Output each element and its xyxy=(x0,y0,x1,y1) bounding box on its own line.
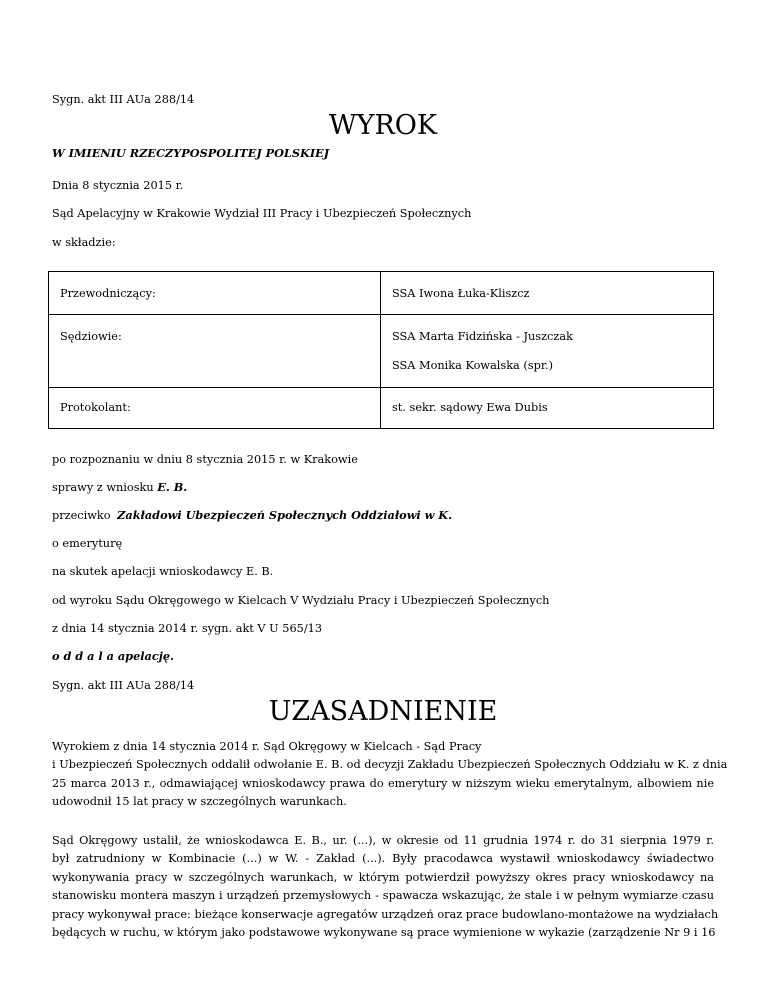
paragraph-line: Wyrokiem z dnia 14 stycznia 2014 r. Sąd Okręgowy w Kielcach - Sąd Pracy xyxy=(52,740,482,753)
justification-paragraph-2 xyxy=(52,832,719,942)
composition-table xyxy=(48,271,714,429)
court-name: Sąd Apelacyjny w Krakowie Wydział III Pracy i Ubezpieczeń Społecznych xyxy=(52,207,472,220)
judge-name: SSA Monika Kowalska (spr.) xyxy=(392,359,553,372)
applicant-line xyxy=(52,480,187,495)
applicant-prefix: sprawy z wniosku xyxy=(52,481,158,494)
paragraph-line: wykonywania pracy w szczególnych warunkach, w którym potwierdził powyższy okres pracy wnioskodawcy na xyxy=(52,870,714,884)
paragraph-line: pracy wykonywał prace: bieżące konserwacje agregatów urządzeń oraz prace budowlano-montażowe na wydziałach xyxy=(52,907,719,921)
judge-name: SSA Iwona Łuka-Kliszcz xyxy=(392,287,530,300)
justification-paragraph-1 xyxy=(52,738,728,812)
justification-case-number: Sygn. akt III AUa 288/14 xyxy=(52,679,195,692)
role-label: Protokolant: xyxy=(60,401,131,414)
appeal-line: na skutek apelacji wnioskodawcy E. B. xyxy=(52,565,274,578)
in-name-line: W IMIENIU RZECZYPOSPOLITEJ POLSKIEJ xyxy=(52,146,330,160)
paragraph-line: stanowisku montera maszyn i urządzeń przemysłowych - spawacza wskazując, że stale i w pełnym wymiarze czasu xyxy=(52,889,714,903)
role-label: Sędziowie: xyxy=(60,330,122,343)
composition-label: w składzie: xyxy=(52,236,116,249)
applicant-name: E. B. xyxy=(157,480,188,494)
ruling-line: o d d a l a apelację. xyxy=(52,649,174,663)
role-label: Przewodniczący: xyxy=(60,287,156,300)
judgment-title: WYROK xyxy=(328,110,438,141)
table-row xyxy=(49,315,714,388)
paragraph-line: 25 marca 2013 r., odmawiającej wnioskodawcy prawa do emerytury w niższym wieku emerytalnym, albowiem nie xyxy=(52,776,714,790)
respondent-name: Zakładowi Ubezpieczeń Społecznych Oddziałowi w K. xyxy=(117,508,453,522)
names-cell xyxy=(381,272,714,315)
paragraph-line: będących w ruchu, w którym jako podstawowe wykonywane są prace wymienione w wykazie (zarządzenie Nr 9 i 16 xyxy=(52,926,716,940)
document-page xyxy=(52,0,728,994)
paragraph-line: był zatrudniony w Kombinacie (...) w W. - Zakład (...). Były pracodawca wystawił wnioskodawcy świadectwo xyxy=(52,852,714,866)
hearing-line: po rozpoznaniu w dniu 8 stycznia 2015 r. w Krakowie xyxy=(52,453,358,466)
judge-name: SSA Marta Fidzińska - Juszczak xyxy=(392,330,573,343)
respondent-prefix: przeciwko xyxy=(52,509,115,522)
paragraph-line: i Ubezpieczeń Społecznych oddalił odwołanie E. B. od decyzji Zakładu Ubezpieczeń Społecznych Oddziału w K. z dnia xyxy=(52,758,728,772)
lower-date-line: z dnia 14 stycznia 2014 r. sygn. akt V U 565/13 xyxy=(52,622,323,635)
names-cell xyxy=(381,315,714,388)
subject-line: o emeryturę xyxy=(52,537,123,550)
respondent-line xyxy=(52,508,452,523)
lower-court-line: od wyroku Sądu Okręgowego w Kielcach V Wydziału Pracy i Ubezpieczeń Społecznych xyxy=(52,594,550,607)
case-number: Sygn. akt III AUa 288/14 xyxy=(52,93,195,106)
paragraph-line: udowodnił 15 lat pracy w szczególnych warunkach. xyxy=(52,795,347,809)
table-row xyxy=(49,272,714,315)
names-cell xyxy=(381,388,714,429)
role-cell xyxy=(49,272,381,315)
paragraph-line: Sąd Okręgowy ustalił, że wnioskodawca E. B., ur. (...), w okresie od 11 grudnia 1974 r. do 31 sierpnia 1979 r. xyxy=(52,834,714,847)
justification-title: UZASADNIENIE xyxy=(268,696,498,727)
table-row xyxy=(49,388,714,429)
judgment-date: Dnia 8 stycznia 2015 r. xyxy=(52,179,184,192)
role-cell xyxy=(49,388,381,429)
clerk-name: st. sekr. sądowy Ewa Dubis xyxy=(392,401,548,414)
role-cell xyxy=(49,315,381,388)
